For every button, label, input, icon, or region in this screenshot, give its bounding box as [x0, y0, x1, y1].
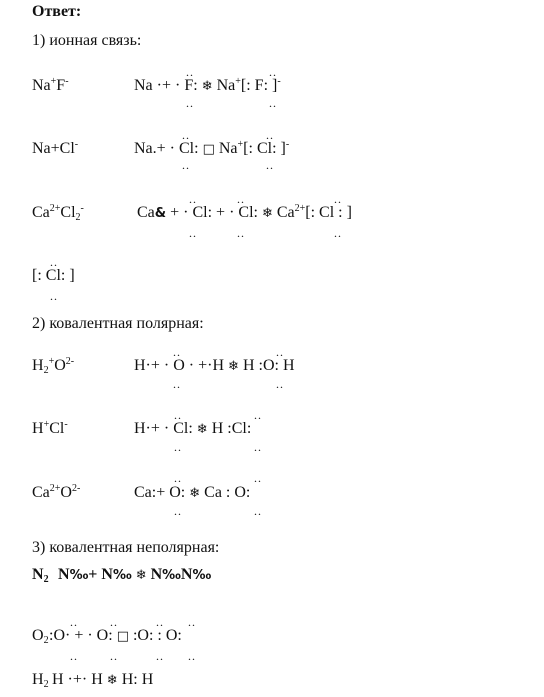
- scheme-cacl2: Ca& + · Cl: + · Cl: ❄ $Ca^{2+}$[: Cl : ]: [137, 203, 352, 221]
- scheme-nacl: Na.+ · Cl: □ Na+[: Cl: ]-: [134, 139, 290, 157]
- scheme-n2: N‰+ N‰ ❄ N‰N‰: [58, 566, 212, 583]
- formula-n2: $N_2$: [32, 566, 49, 585]
- electron-dots: ..: [174, 408, 182, 422]
- arrow-icon: ❄: [261, 206, 273, 221]
- formula-h2o: $H_2^+O^{2-}$: [32, 356, 75, 376]
- scheme-naf: Na ·+ · F: ❄ Na+[: F: ]-: [134, 76, 281, 94]
- electron-dots: ..: [156, 615, 164, 629]
- formula-hcl: H+Cl-: [32, 419, 68, 437]
- box-icon: □: [202, 142, 215, 157]
- formula-h2: $H_2$: [32, 671, 49, 690]
- electron-dots: ..: [70, 615, 78, 629]
- electron-dots: ..: [334, 226, 342, 240]
- electron-dots: ..: [254, 471, 262, 485]
- arrow-icon: ❄: [201, 79, 213, 94]
- electron-dots: ..: [188, 615, 196, 629]
- electron-dots: ..: [266, 128, 274, 142]
- arrow-icon: ❄: [196, 422, 208, 437]
- blot-icon: ‰: [69, 568, 89, 583]
- arrow-icon: ❄: [189, 486, 201, 501]
- electron-dots: ..: [186, 65, 194, 79]
- arrow-icon: ❄: [106, 673, 118, 688]
- scheme-h2: H ·+· H ❄ H: H: [52, 671, 154, 688]
- electron-dots: ..: [174, 471, 182, 485]
- section-ionic-title: 1) ионная связь:: [32, 32, 142, 49]
- electron-dots: ..: [188, 649, 196, 663]
- blot-icon: ‰: [192, 568, 212, 583]
- electron-dots: ..: [173, 345, 181, 359]
- formula-cao: $Ca^{2+}O^{2-}$: [32, 483, 81, 501]
- electron-dots: ..: [182, 128, 190, 142]
- electron-dots: ..: [174, 504, 182, 518]
- electron-dots: ..: [50, 255, 58, 269]
- electron-dots: ..: [254, 504, 262, 518]
- scheme-cl-extra: [: Cl: ]: [32, 267, 75, 284]
- blot-icon: ‰: [162, 568, 181, 583]
- electron-dots: ..: [182, 158, 190, 172]
- electron-dots: ..: [186, 96, 194, 110]
- electron-dots: ..: [266, 158, 274, 172]
- box-icon: □: [116, 629, 129, 644]
- electron-dots: ..: [156, 649, 164, 663]
- section-polar-title: 2) ковалентная полярная:: [32, 315, 204, 332]
- electron-dots: ..: [269, 65, 277, 79]
- blot-icon: ‰: [112, 568, 132, 583]
- electron-dots: ..: [237, 192, 245, 206]
- electron-dots: ..: [237, 226, 245, 240]
- electron-dots: ..: [334, 192, 342, 206]
- electron-dots: ..: [174, 440, 182, 454]
- electron-dots: ..: [173, 377, 181, 391]
- formula-nacl: Na+Cl-: [32, 139, 79, 157]
- electron-dots: ..: [189, 192, 197, 206]
- scheme-cao: Ca:+ O: ❄ Ca : O:: [134, 484, 251, 501]
- electron-dots: ..: [269, 96, 277, 110]
- arrow-icon: ❄: [135, 568, 147, 583]
- electron-dots: ..: [276, 377, 284, 391]
- electron-dots: ..: [50, 289, 58, 303]
- answer-heading: Ответ:: [32, 3, 82, 20]
- electron-dots: ..: [189, 226, 197, 240]
- arrow-icon: ❄: [228, 359, 239, 374]
- section-nonpolar-title: 3) ковалентная неполярная:: [32, 539, 220, 556]
- electron-dots: ..: [110, 649, 118, 663]
- electron-dots: ..: [110, 615, 118, 629]
- electron-dots: ..: [254, 440, 262, 454]
- scheme-o2: :O· + · O: □ :O: : O:: [49, 627, 182, 644]
- electron-dots: ..: [70, 649, 78, 663]
- scheme-h2o: H·+ · O · +·H ❄ H :O: H: [134, 357, 295, 374]
- blot-icon: &: [154, 206, 167, 221]
- formula-o2: $O_2$: [32, 627, 49, 646]
- formula-cacl2: $Ca^{2+}Cl_2^-$: [32, 203, 84, 223]
- electron-dots: ..: [254, 408, 262, 422]
- scheme-hcl: H·+ · Cl: ❄ H :Cl:: [134, 420, 252, 437]
- formula-naf: Na+F-: [32, 76, 69, 94]
- electron-dots: ..: [276, 345, 284, 359]
